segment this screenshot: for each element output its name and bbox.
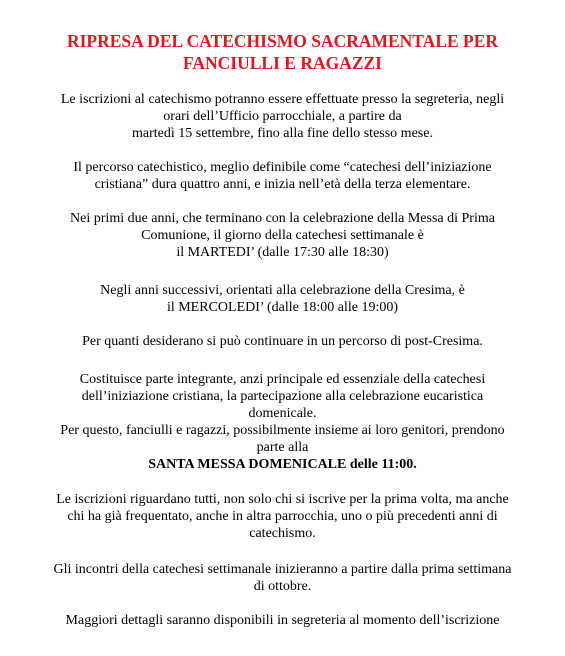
page-title: RIPRESA DEL CATECHISMO SACRAMENTALE PER xyxy=(66,31,499,51)
paragraph-1-line-2: orari dell’Ufficio parrocchiale, a partire da xyxy=(163,109,402,124)
paragraph-5-line-1: Per quanti desiderano si può continuare in un percorso di post-Cresima. xyxy=(82,334,483,349)
paragraph-6-line-3: domenicale. xyxy=(248,406,317,421)
paragraph-1-line-1: Le iscrizioni al catechismo potranno essere effettuate presso la segreteria, negli xyxy=(60,92,505,107)
paragraph-7-line-3: catechismo. xyxy=(249,526,316,541)
paragraph-9-line-1: Maggiori dettagli saranno disponibili in segreteria al momento dell’iscrizione xyxy=(65,613,500,628)
paragraph-6-line-5: parte alla xyxy=(256,440,309,455)
paragraph-3-line-3: il MARTEDI’ (dalle 17:30 alle 18:30) xyxy=(176,245,389,260)
paragraph-7-line-1: Le iscrizioni riguardano tutti, non solo chi si iscrive per la prima volta, ma anche xyxy=(56,492,509,507)
paragraph-4-line-1: Negli anni successivi, orientati alla celebrazione della Cresima, è xyxy=(100,283,465,298)
page-title-continued: FANCIULLI E RAGAZZI xyxy=(182,53,382,73)
paragraph-1-line-3: martedì 15 settembre, fino alla fine dello stesso mese. xyxy=(132,126,433,141)
paragraph-8-line-1: Gli incontri della catechesi settimanale inizieranno a partire dalla prima settimana xyxy=(53,562,512,577)
paragraph-2-line-1: Il percorso catechistico, meglio definibile come “catechesi dell’iniziazione xyxy=(73,160,492,175)
paragraph-8-line-2: di ottobre. xyxy=(253,579,312,594)
paragraph-3-line-2: Comunione, il giorno della catechesi settimanale è xyxy=(141,228,424,243)
paragraph-6-line-2: dell’iniziazione cristiana, la partecipazione alla celebrazione eucaristica xyxy=(81,389,484,404)
paragraph-3-line-1: Nei primi due anni, che terminano con la celebrazione della Messa di Prima xyxy=(70,211,495,226)
mass-time-emphasis: SANTA MESSA DOMENICALE delle 11:00. xyxy=(148,457,417,472)
paragraph-6-line-4: Per questo, fanciulli e ragazzi, possibilmente insieme ai loro genitori, prendono xyxy=(60,423,505,438)
paragraph-2-line-2: cristiana” dura quattro anni, e inizia nell’età della terza elementare. xyxy=(94,177,471,192)
paragraph-6-line-1: Costituisce parte integrante, anzi principale ed essenziale della catechesi xyxy=(79,372,486,387)
paragraph-7-line-2: chi ha già frequentato, anche in altra parrocchia, uno o più precedenti anni di xyxy=(67,509,498,524)
paragraph-4-line-2: il MERCOLEDI’ (dalle 18:00 alle 19:00) xyxy=(166,300,399,315)
